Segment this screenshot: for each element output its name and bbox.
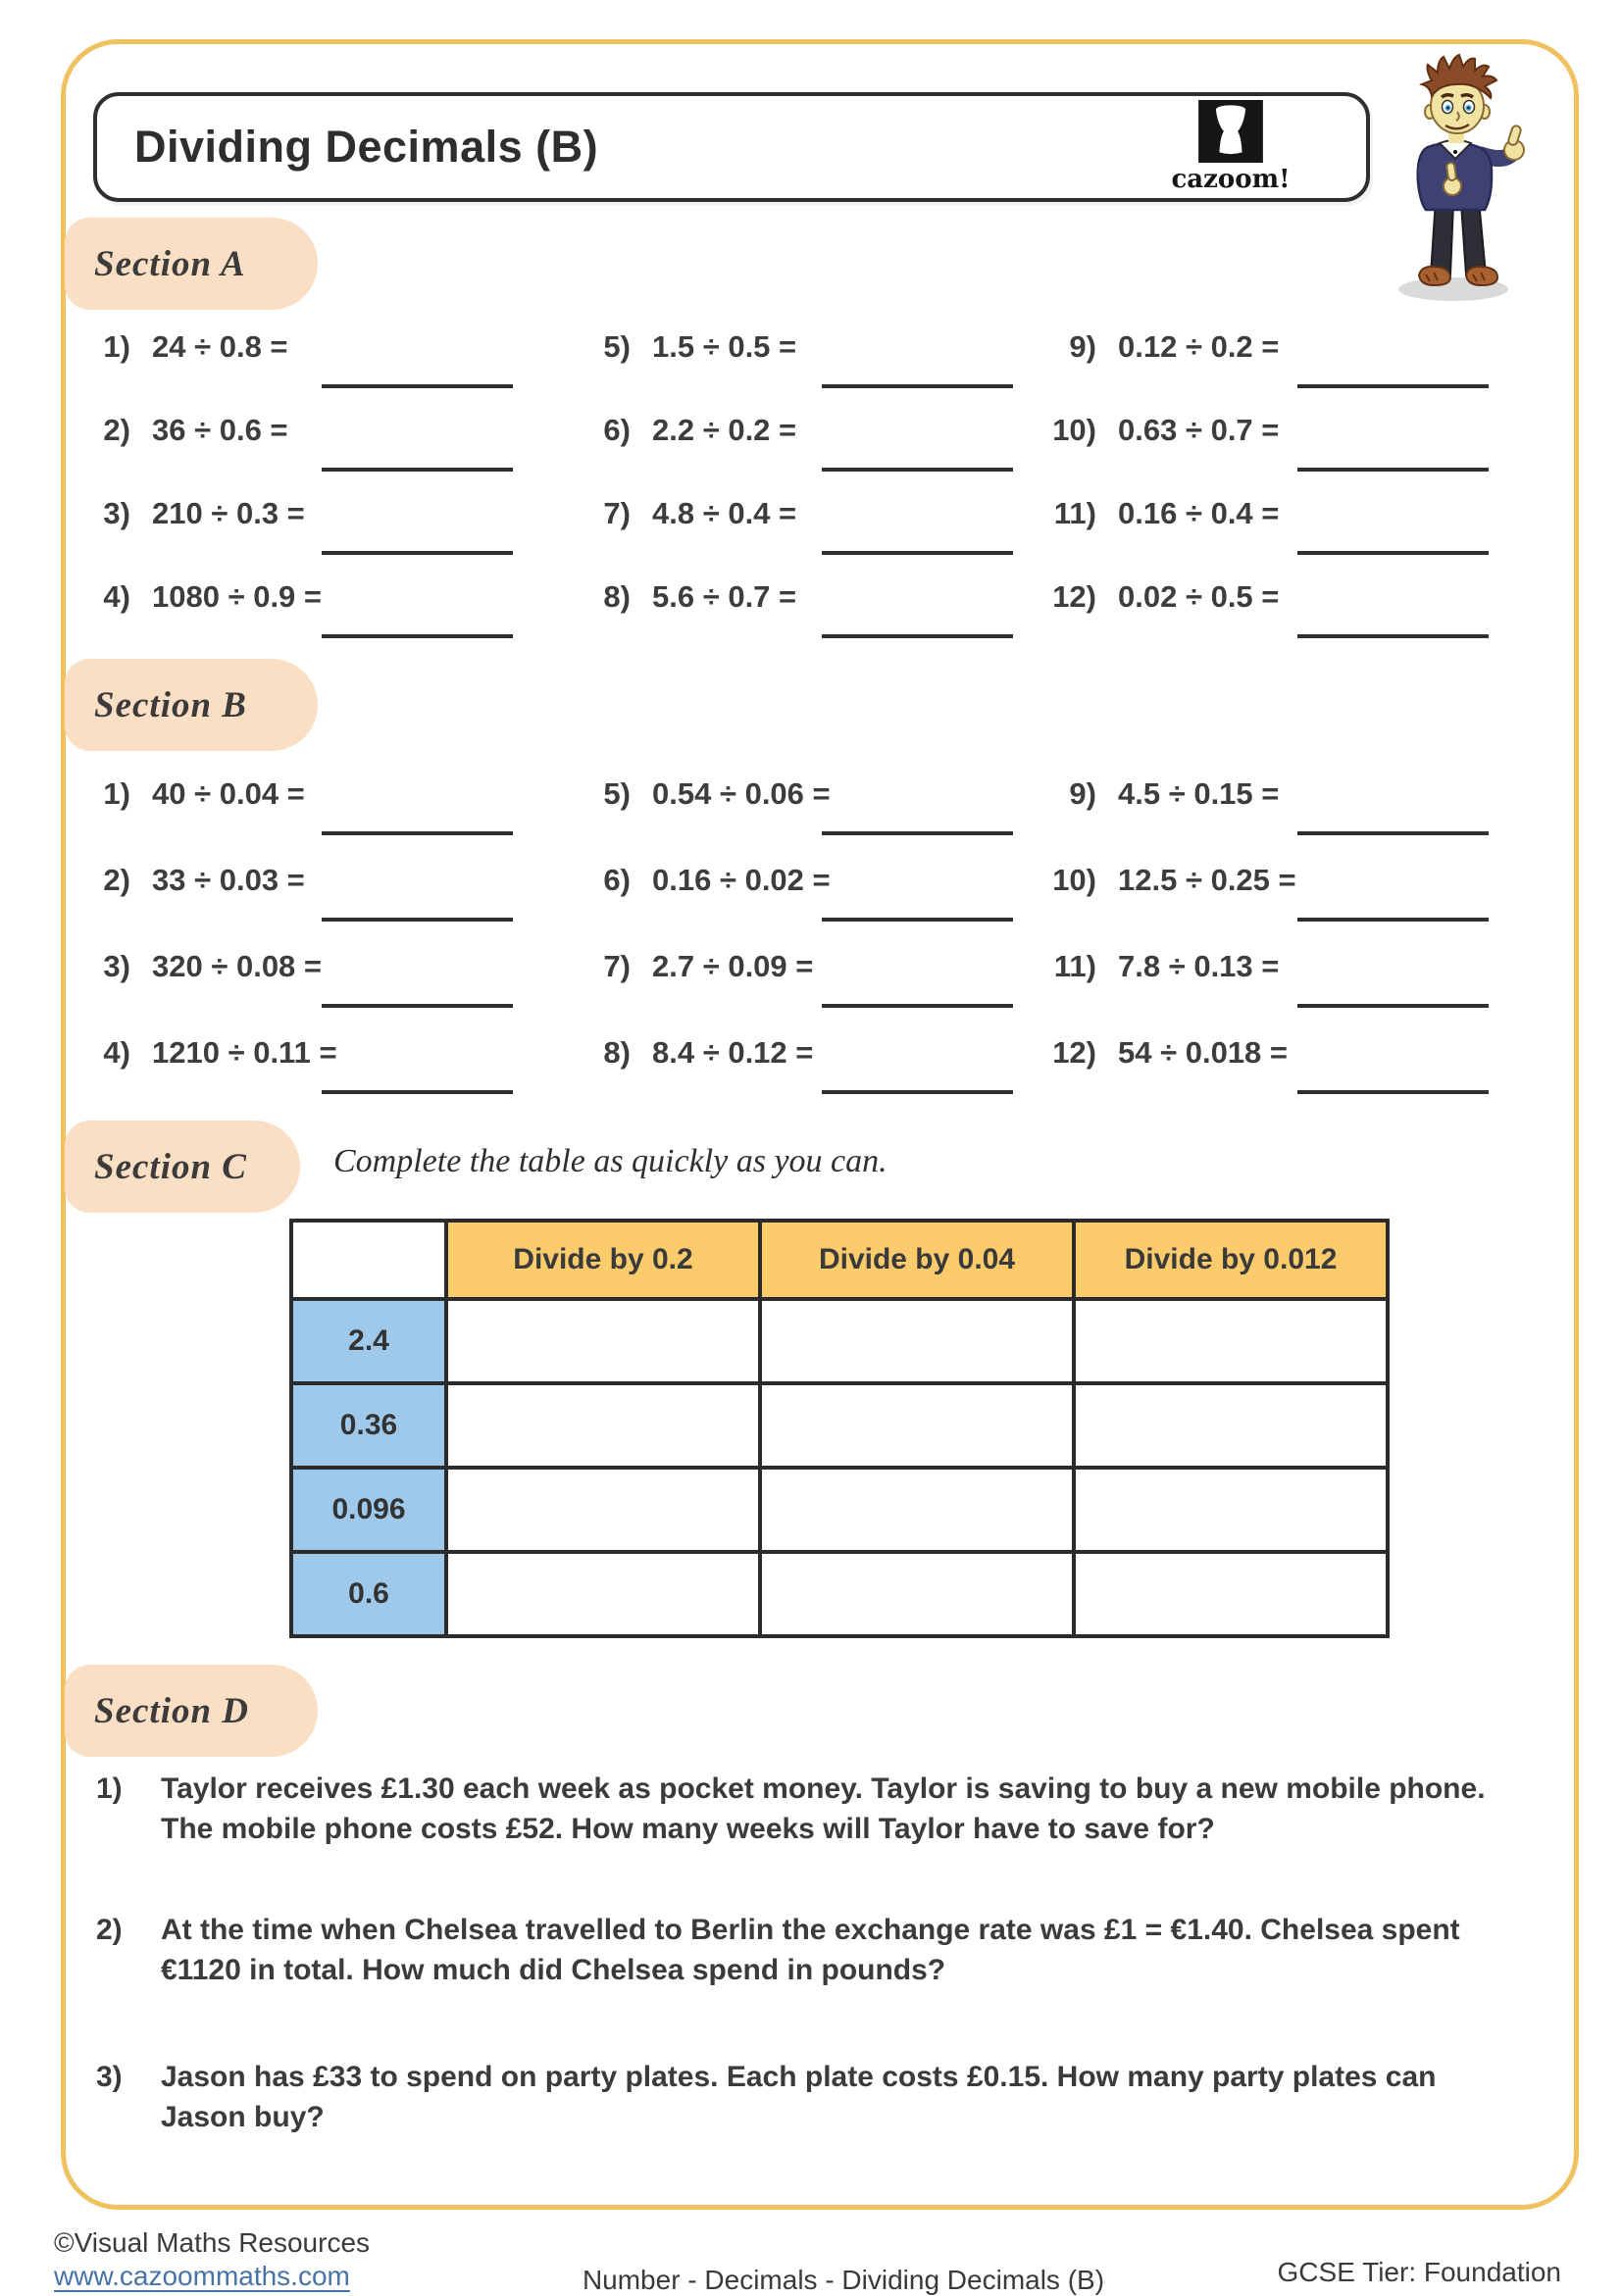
table-answer-cell[interactable] [1074,1299,1388,1383]
problem-b1 [74,776,515,863]
problem-expression: 0.16 ÷ 0.02 = [652,863,831,897]
answer-blank-b3[interactable] [322,1004,513,1008]
problem-number: 6) [603,413,631,447]
problem-a9 [1039,329,1491,413]
answer-blank-a5[interactable] [822,384,1013,388]
problem-number: 2) [103,863,130,897]
problem-a5 [574,329,1015,413]
problem-expression: 1.5 ÷ 0.5 = [652,329,797,364]
problem-a8 [574,579,1015,663]
section-b-column-1 [74,776,515,1122]
section-b-bubble [65,659,318,751]
answer-blank-a10[interactable] [1297,468,1489,472]
answer-blank-a11[interactable] [1297,551,1489,555]
problem-number: 2) [103,413,130,447]
word-problem-2 [96,1910,1547,1990]
section-a-label: Section A [94,243,246,284]
problem-a4 [74,579,515,663]
problem-b9 [1039,776,1491,863]
problem-expression: 320 ÷ 0.08 = [152,949,323,983]
table-answer-cell[interactable] [446,1468,760,1552]
answer-blank-a2[interactable] [322,468,513,472]
answer-blank-a7[interactable] [822,551,1013,555]
problem-expression: 0.16 ÷ 0.4 = [1118,496,1280,530]
answer-blank-b1[interactable] [322,831,513,835]
answer-blank-b12[interactable] [1297,1090,1489,1094]
table-answer-cell[interactable] [760,1552,1074,1636]
answer-blank-b8[interactable] [822,1090,1013,1094]
table-col-header: Divide by 0.2 [446,1221,760,1299]
section-d-bubble [65,1665,318,1757]
problem-expression: 4.8 ÷ 0.4 = [652,496,797,530]
table-row-header: 0.6 [291,1552,446,1636]
problem-number: 8) [603,1035,631,1070]
table-answer-cell[interactable] [1074,1468,1388,1552]
section-b-problems [74,776,1515,1133]
problem-b6 [574,863,1015,949]
table-answer-cell[interactable] [760,1468,1074,1552]
answer-blank-a12[interactable] [1297,634,1489,638]
title-bar [93,92,1370,202]
table-row-header: 2.4 [291,1299,446,1383]
problem-b12 [1039,1035,1491,1122]
answer-blank-a3[interactable] [322,551,513,555]
section-a-column-3 [1039,329,1491,663]
problem-b3 [74,949,515,1035]
copyright-text: ©Visual Maths Resources [54,2227,371,2258]
problem-a1 [74,329,515,413]
gcse-tier-label: GCSE Tier: Foundation [1277,2257,1561,2287]
problem-expression: 5.6 ÷ 0.7 = [652,579,797,614]
question-number: 2) [96,1914,123,1946]
worksheet-category: Number - Decimals - Dividing Decimals (B) [582,2265,1105,2295]
problem-number: 7) [603,949,631,983]
section-c-instruction: Complete the table as quickly as you can. [333,1143,887,1179]
problem-b5 [574,776,1015,863]
question-text: Jason has £33 to spend on party plates. Each plate costs £0.15. How many party plates can Jason buy? [161,2061,1437,2133]
problem-a12 [1039,579,1491,663]
problem-a11 [1039,496,1491,579]
answer-blank-a8[interactable] [822,634,1013,638]
table-row [291,1468,1388,1552]
table-answer-cell[interactable] [446,1299,760,1383]
question-text: Taylor receives £1.30 each week as pocket money. Taylor is saving to buy a new mobile phone. The mobile phone costs £52. How many weeks will Taylor have to save for? [161,1772,1486,1845]
problem-expression: 210 ÷ 0.3 = [152,496,305,530]
problem-number: 5) [603,776,631,811]
table-answer-cell[interactable] [446,1552,760,1636]
problem-expression: 54 ÷ 0.018 = [1118,1035,1289,1070]
answer-blank-a1[interactable] [322,384,513,388]
word-problem-3 [96,2057,1547,2137]
problem-expression: 0.12 ÷ 0.2 = [1118,329,1280,364]
problem-a2 [74,413,515,496]
answer-blank-a9[interactable] [1297,384,1489,388]
problem-b4 [74,1035,515,1122]
section-b-label: Section B [94,684,247,725]
question-text: At the time when Chelsea travelled to Berlin the exchange rate was £1 = €1.40. Chelsea spent €1120 in total. How much did Chelsea spend in pounds? [161,1914,1460,1986]
problem-expression: 7.8 ÷ 0.13 = [1118,949,1280,983]
problem-expression: 1210 ÷ 0.11 = [152,1035,337,1070]
problem-number: 11) [1053,949,1096,983]
question-number: 3) [96,2061,123,2093]
answer-blank-b5[interactable] [822,831,1013,835]
table-row-header: 0.096 [291,1468,446,1552]
table-row [291,1383,1388,1468]
section-c-table [289,1219,1390,1638]
problem-number: 8) [603,579,631,614]
cazoom-logo [1152,100,1309,198]
mascot-boy-illustration [1375,53,1542,304]
section-a-bubble [65,218,318,310]
answer-blank-b6[interactable] [822,918,1013,922]
problem-number: 6) [603,863,631,897]
section-c-bubble [65,1121,300,1213]
djembe-drum-icon [1198,100,1263,163]
problem-number: 4) [103,579,130,614]
table-answer-cell[interactable] [760,1383,1074,1468]
problem-number: 7) [603,496,631,530]
problem-number: 11) [1053,496,1096,530]
problem-number: 10) [1052,863,1096,897]
problem-expression: 4.5 ÷ 0.15 = [1118,776,1280,811]
problem-expression: 40 ÷ 0.04 = [152,776,305,811]
problem-expression: 8.4 ÷ 0.12 = [652,1035,814,1070]
table-header-row [291,1221,1388,1299]
answer-blank-b9[interactable] [1297,831,1489,835]
problem-b7 [574,949,1015,1035]
problem-number: 3) [103,949,130,983]
answer-blank-b7[interactable] [822,1004,1013,1008]
problem-a10 [1039,413,1491,496]
problem-expression: 0.63 ÷ 0.7 = [1118,413,1280,447]
answer-blank-b11[interactable] [1297,1004,1489,1008]
problem-a6 [574,413,1015,496]
problem-expression: 1080 ÷ 0.9 = [152,579,323,614]
problem-number: 1) [103,329,130,364]
logo-text: cazoom! [1171,165,1291,194]
problem-expression: 0.54 ÷ 0.06 = [652,776,831,811]
section-a-column-2 [574,329,1015,663]
problem-b11 [1039,949,1491,1035]
section-a-problems [74,329,1515,674]
answer-blank-a4[interactable] [322,634,513,638]
problem-a7 [574,496,1015,579]
table-col-header: Divide by 0.04 [760,1221,1074,1299]
section-b-column-3 [1039,776,1491,1122]
table-row [291,1552,1388,1636]
problem-number: 3) [103,496,130,530]
problem-number: 5) [603,329,631,364]
table-answer-cell[interactable] [1074,1552,1388,1636]
problem-b8 [574,1035,1015,1122]
problem-number: 12) [1052,579,1096,614]
word-problem-1 [96,1769,1547,1849]
problem-expression: 33 ÷ 0.03 = [152,863,305,897]
section-c-label: Section C [94,1146,247,1187]
table-answer-cell[interactable] [446,1383,760,1468]
problem-expression: 12.5 ÷ 0.25 = [1118,863,1296,897]
problem-number: 9) [1069,776,1096,811]
table-row-header: 0.36 [291,1383,446,1468]
answer-blank-b4[interactable] [322,1090,513,1094]
problem-expression: 24 ÷ 0.8 = [152,329,288,364]
problem-number: 10) [1052,413,1096,447]
table-answer-cell[interactable] [1074,1383,1388,1468]
answer-blank-b2[interactable] [322,918,513,922]
section-b-column-2 [574,776,1015,1122]
table-answer-cell[interactable] [760,1299,1074,1383]
table-corner-cell [291,1221,446,1299]
website-link[interactable]: www.cazoommaths.com [54,2261,350,2291]
problem-expression: 36 ÷ 0.6 = [152,413,288,447]
problem-b2 [74,863,515,949]
problem-number: 9) [1069,329,1096,364]
table-col-header: Divide by 0.012 [1074,1221,1388,1299]
question-number: 1) [96,1772,123,1805]
problem-a3 [74,496,515,579]
page-title: Dividing Decimals (B) [134,122,599,172]
answer-blank-b10[interactable] [1297,918,1489,922]
table-row [291,1299,1388,1383]
problem-number: 1) [103,776,130,811]
problem-number: 12) [1052,1035,1096,1070]
problem-number: 4) [103,1035,130,1070]
section-a-column-1 [74,329,515,663]
problem-b10 [1039,863,1491,949]
answer-blank-a6[interactable] [822,468,1013,472]
section-d-label: Section D [94,1690,250,1731]
problem-expression: 0.02 ÷ 0.5 = [1118,579,1280,614]
problem-expression: 2.2 ÷ 0.2 = [652,413,797,447]
problem-expression: 2.7 ÷ 0.09 = [652,949,814,983]
